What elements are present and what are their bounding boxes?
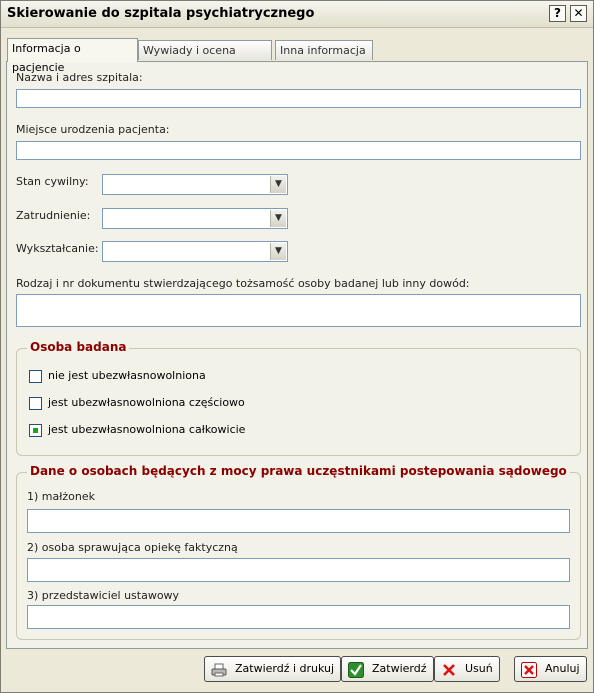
option-label: nie jest ubezwłasnowolniona [48, 369, 206, 382]
spouse-label: 1) małżonek [27, 490, 95, 503]
tab-patient-info[interactable] [7, 38, 138, 74]
birthplace-label: Miejsce urodzenia pacjenta: [16, 123, 170, 136]
chevron-down-icon[interactable]: ▼ [270, 210, 286, 227]
person-status-group [16, 340, 581, 456]
tab-interviews[interactable] [138, 40, 272, 60]
hospital-input[interactable] [16, 89, 581, 108]
close-icon: ✕ [573, 6, 584, 20]
button-label: Zatwierdź [372, 662, 427, 675]
tab-label: Wywiady i ocena [143, 44, 236, 57]
confirm-button[interactable] [341, 656, 434, 682]
dialog-title: Skierowanie do szpitala psychiatrycznego [7, 6, 315, 21]
option-label: jest ubezwłasnowolniona częściowo [48, 396, 245, 409]
delete-x-icon [441, 662, 457, 678]
representative-label: 3) przedstawiciel ustawowy [27, 589, 180, 602]
tab-label: Informacja o pacjencie [12, 42, 81, 74]
button-label: Zatwierdź i drukuj [235, 662, 335, 675]
cancel-icon [521, 662, 537, 678]
button-label: Anuluj [545, 662, 580, 675]
civil-status-label: Stan cywilny: [16, 175, 89, 188]
education-label: Wykształcanie: [16, 242, 99, 255]
checkbox[interactable] [29, 397, 42, 410]
employment-label: Zatrudnienie: [16, 209, 91, 222]
employment-select[interactable] [102, 208, 288, 229]
checkmark-icon [348, 662, 364, 678]
chevron-down-icon[interactable]: ▼ [270, 243, 286, 260]
caregiver-label: 2) osoba sprawująca opiekę faktyczną [27, 541, 238, 554]
document-label: Rodzaj i nr dokumentu stwierdzającego tożsamość osoby badanej lub inny dowód: [16, 277, 470, 290]
person-status-title: Osoba badana [27, 340, 129, 354]
tab-label: Inna informacja [280, 44, 366, 57]
caregiver-input[interactable] [27, 558, 570, 582]
education-select[interactable] [102, 241, 288, 262]
birthplace-input[interactable] [16, 141, 581, 160]
civil-status-select[interactable] [102, 174, 288, 195]
delete-button[interactable] [434, 656, 500, 682]
representative-input[interactable] [27, 605, 570, 629]
tab-panel [6, 61, 588, 649]
title-bar [1, 1, 593, 28]
spouse-input[interactable] [27, 509, 570, 533]
court-parties-title: Dane o osobach będących z mocy prawa uczęstnikami postepowania sądowego [27, 464, 570, 478]
option-label: jest ubezwłasnowolniona całkowicie [48, 423, 246, 436]
hospital-label: Nazwa i adres szpitala: [16, 71, 143, 84]
help-icon: ? [554, 6, 561, 20]
document-input[interactable] [16, 294, 581, 327]
confirm-print-button[interactable] [204, 656, 341, 682]
help-button[interactable] [549, 5, 566, 22]
check-mark-icon [33, 428, 38, 433]
button-label: Usuń [465, 662, 493, 675]
printer-icon [211, 662, 227, 678]
checkbox[interactable] [29, 370, 42, 383]
checkbox-checked[interactable] [29, 424, 42, 437]
tab-other-info[interactable] [275, 40, 373, 60]
chevron-down-icon[interactable]: ▼ [270, 176, 286, 193]
court-parties-group [16, 464, 581, 640]
close-button[interactable] [570, 5, 587, 22]
cancel-button[interactable] [514, 656, 587, 682]
